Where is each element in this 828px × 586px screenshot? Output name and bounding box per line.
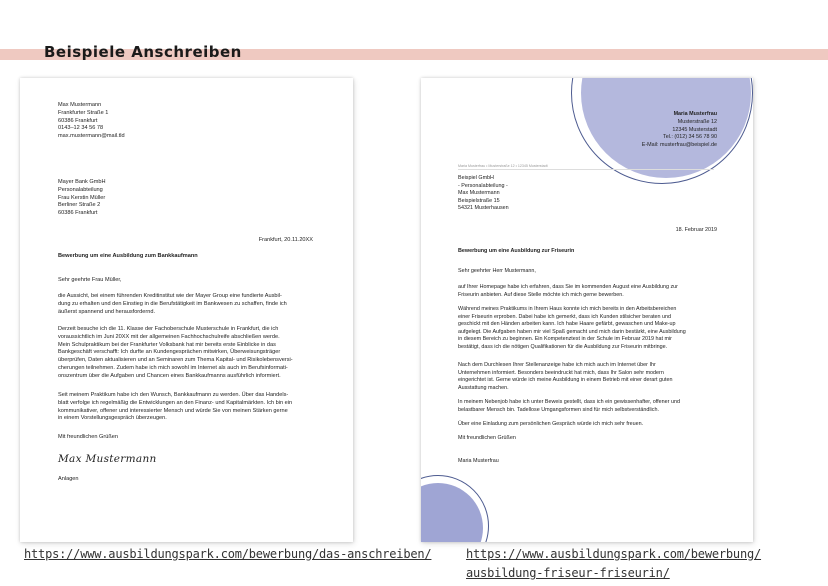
letter-subject: Bewerbung um eine Ausbildung zum Bankkaufmann	[58, 253, 198, 259]
page-title: Beispiele Anschreiben	[44, 43, 242, 61]
letter-date: Frankfurt, 20.11.20XX	[258, 237, 313, 243]
letter-signature: Maria Musterfrau	[458, 458, 499, 464]
paragraph-3: Nach dem Durchlesen Ihrer Stellenanzeige habe ich mich auch im Internet über Ihr Unternehmen informiert. Besonders beeindruckt hat mich, dass Ihr Salon sehr modern eingerichtet ist. Gerne würde ich meine Ausbildung in einem Betrieb mit einer derart guten Ausstattung machen.	[458, 362, 673, 391]
decorative-ring-bottom	[421, 475, 489, 542]
source-link-friseur-line1[interactable]: https://www.ausbildungspark.com/bewerbung/	[466, 547, 762, 561]
letter-bankkaufmann	[20, 78, 353, 542]
letter-salutation: Sehr geehrter Herr Mustermann,	[458, 268, 536, 274]
paragraph-2: Während meines Praktikums in Ihrem Haus konnte ich mich bereits in den Arbeitsbereichen einer Friseurin erproben. Dabei habe ich gemerkt, dass ich Kunden stilsicher beraten und geschickt mit den Händen arbeiten kann. Ich habe Haare gefärbt, gewaschen und Make-up aufgelegt. Die Aufgaben haben mir viel Spaß gemacht und mich darin bestärkt, eine Ausbildung in diesem Bereich zu beginnen. Ein Kompetenztest in der Schule im Februar 2019 hat mir bestätigt, dass ich die nötigen Qualifikationen für die Ausbildung zur Friseurin mitbringe.	[458, 306, 686, 350]
paragraph-5: Über eine Einladung zum persönlichen Gespräch würde ich mich sehr freuen.	[458, 421, 644, 427]
paragraph-4: In meinem Nebenjob habe ich unter Beweis gestellt, dass ich ein gewissenhafter, offener und belastbarer Mensch bin. Tadellose Umgangsformen sind für mich selbstverständlich.	[458, 399, 680, 413]
sender-divider	[458, 169, 714, 170]
paragraph-1: die Aussicht, bei einem führenden Kreditinstitut wie der Mayer Group eine fundierte Ausbil- dung zu erhalten und den Einstieg in die Berufstätigkeit im Bankwesen zu schaffen, finde ich äußerst spannend und herausfordernd.	[58, 293, 287, 315]
letter-salutation: Sehr geehrte Frau Müller,	[58, 277, 122, 283]
recipient-address: Beispiel GmbH - Personalabteilung - Max Mustermann Beispielstraße 15 54321 Musterhausen	[458, 175, 509, 212]
sender-address: Max Mustermann Frankfurter Straße 1 60386 Frankfurt 0143–12 34 56 78 max.mustermann@mail.tld	[58, 102, 125, 140]
sender-return-line: Maria Musterfrau • Musterstraße 12 • 12345 Musterstadt	[458, 164, 548, 168]
letter-subject: Bewerbung um eine Ausbildung zur Friseurin	[458, 248, 575, 254]
handwritten-signature: Max Mustermann	[58, 453, 157, 465]
recipient-address: Mayer Bank GmbH Personalabteilung Frau Kerstin Müller Berliner Straße 2 60386 Frankfurt	[58, 179, 106, 217]
paragraph-1: auf Ihrer Homepage habe ich erfahren, dass Sie im kommenden August eine Ausbildung zur Friseurin anbieten. Auf diese Stelle möchte ich mich gerne bewerben.	[458, 284, 678, 298]
paragraph-2: Derzeit besuche ich die 11. Klasse der Fachoberschule Musterschule in Frankfurt, die ich voraussichtlich im Juni 20XX mit der allgemeinen Fachhochschulreife abschließen werde. Mein Schulpraktikum bei der Frankfurter Volksbank hat mir bereits erste Einblicke in das Bankgeschäft verschafft: Ich durfte an Kundengesprächen mitwirken, Überweisungsträger überprüfen, Daten aktualisieren und an Seminaren zum Thema Kapital- und Risikolebensversi- cherungen teilnehmen. Zudem habe ich mich sowohl im Internet als auch im Berufsinformati- onszentrum über die Aufgaben und Chancen eines Bankkaufmanns ausführlich informiert.	[58, 326, 293, 379]
letter-date: 18. Februar 2019	[675, 227, 717, 233]
source-link-friseur-line2[interactable]: ausbildung-friseur-friseurin/	[466, 566, 670, 580]
sender-contact: Musterstraße 12 12345 Musterstadt Tel.: (012) 34 56 78 90 E-Mail: musterfrau@beispiel.de	[641, 119, 717, 148]
source-link-anschreiben[interactable]: https://www.ausbildungspark.com/bewerbung/das-anschreiben/	[24, 547, 432, 561]
paragraph-3: Seit meinem Praktikum habe ich den Wunsch, Bankkaufmann zu werden. Über das Handels- blatt verfolge ich regelmäßig die Entwicklungen an den Finanz- und Kapitalmärkten. Ich bin ein kommunikativer, offener und interessierter Mensch und würde Sie von meinen Stärken gerne in einem Vorstellungsgespräch überzeugen.	[58, 392, 293, 422]
sender-name: Maria Musterfrau	[673, 111, 717, 117]
letter-closing: Mit freundlichen Grüßen	[458, 435, 516, 441]
letter-friseurin	[421, 78, 753, 542]
letter-closing: Mit freundlichen Grüßen	[58, 434, 119, 440]
letter-enclosure: Anlagen	[58, 476, 79, 482]
